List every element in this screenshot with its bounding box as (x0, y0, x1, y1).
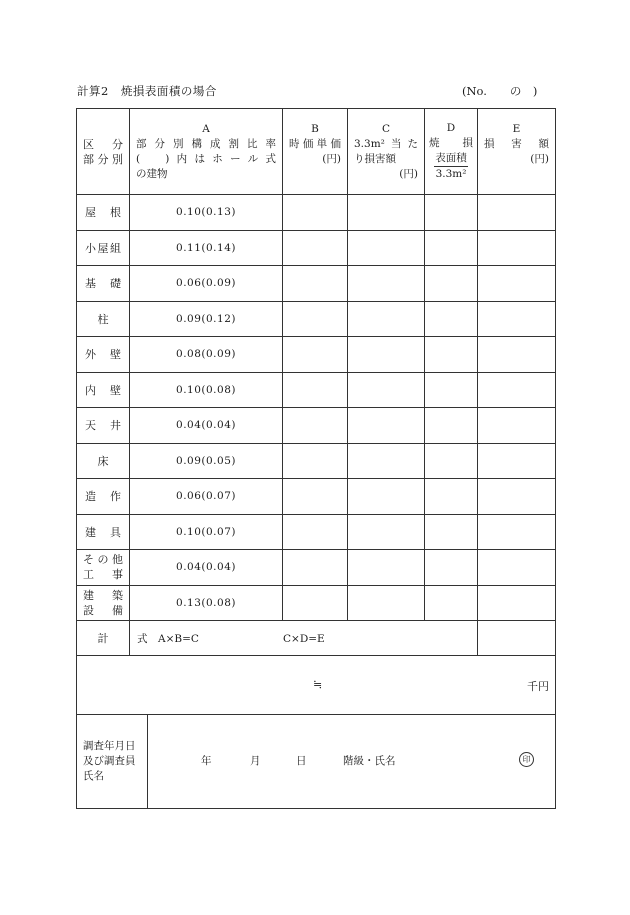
formula-ab: 式 A×B=C (137, 632, 199, 645)
survey-label (77, 715, 148, 809)
approx-unit: 千円 (527, 680, 549, 693)
row-category: 床 (77, 443, 130, 479)
header-c (348, 109, 425, 195)
row-ratio: 0.08(0.09) (130, 337, 283, 373)
cell-e[interactable] (478, 479, 556, 515)
row-ratio: 0.11(0.14) (130, 230, 283, 266)
row-category: 小屋組 (77, 230, 130, 266)
approx-row (77, 656, 556, 715)
cell-c[interactable] (348, 195, 425, 231)
header-e-line2: (円) (530, 152, 549, 165)
cell-b[interactable] (283, 479, 348, 515)
cell-b[interactable] (283, 408, 348, 444)
survey-year: 年 (201, 755, 212, 767)
cell-b[interactable] (283, 550, 348, 586)
header-d-line1: 焼 損 (429, 137, 473, 149)
row-category: 基礎 (77, 266, 130, 302)
total-formula (130, 621, 478, 656)
header-c-line1: 3.3m²当た (354, 137, 418, 150)
cell-e[interactable] (478, 266, 556, 302)
table-row (77, 585, 556, 621)
survey-rank-name: 階級・氏名 (343, 755, 396, 767)
cell-e[interactable] (478, 550, 556, 586)
cell-e[interactable] (478, 372, 556, 408)
header-c-line3: (円) (399, 167, 418, 180)
table-row (77, 408, 556, 444)
document-number: (No. の ) (462, 84, 538, 98)
cell-c[interactable] (348, 550, 425, 586)
cell-b[interactable] (283, 195, 348, 231)
header-e-letter: E (512, 122, 521, 135)
cell-e[interactable] (478, 443, 556, 479)
row-ratio: 0.04(0.04) (130, 408, 283, 444)
header-b-letter: B (311, 122, 319, 135)
cell-d[interactable] (425, 337, 478, 373)
row-category-line1: その他 (83, 553, 123, 567)
cell-e[interactable] (478, 230, 556, 266)
header-c-letter: C (381, 122, 391, 135)
cell-e[interactable] (478, 337, 556, 373)
table-row (77, 301, 556, 337)
header-a-line3: の建物 (136, 167, 168, 180)
row-category: 天井 (77, 408, 130, 444)
header-c-line2: り損害額 (354, 152, 396, 165)
cell-d[interactable] (425, 301, 478, 337)
header-row (77, 109, 556, 195)
cell-d[interactable] (425, 479, 478, 515)
header-e (478, 109, 556, 195)
survey-label-line3: 氏名 (83, 770, 104, 782)
cell-b[interactable] (283, 372, 348, 408)
row-category (77, 585, 130, 621)
cell-c[interactable] (348, 372, 425, 408)
cell-d[interactable] (425, 266, 478, 302)
approx-cell[interactable] (77, 656, 556, 715)
cell-d[interactable] (425, 372, 478, 408)
cell-e[interactable] (478, 585, 556, 621)
cell-c[interactable] (348, 408, 425, 444)
cell-c[interactable] (348, 443, 425, 479)
row-category: 屋根 (77, 195, 130, 231)
cell-b[interactable] (283, 230, 348, 266)
cell-b[interactable] (283, 266, 348, 302)
approx-symbol: ≒ (313, 678, 323, 691)
table-row (77, 266, 556, 302)
cell-c[interactable] (348, 266, 425, 302)
row-category: 柱 (77, 301, 130, 337)
cell-c[interactable] (348, 479, 425, 515)
header-a-letter: A (202, 122, 210, 135)
table-row (77, 230, 556, 266)
survey-row (77, 715, 556, 809)
cell-d[interactable] (425, 195, 478, 231)
cell-d[interactable] (425, 230, 478, 266)
row-category (77, 550, 130, 586)
header-b-line2: (円) (322, 152, 341, 165)
header-a-line2: ( )内はホール式 (136, 152, 276, 165)
survey-month: 月 (250, 755, 261, 767)
formula-cd: C×D=E (283, 632, 325, 645)
header-d-line2: 表面積 (434, 151, 468, 167)
row-ratio: 0.09(0.05) (130, 443, 283, 479)
cell-d[interactable] (425, 585, 478, 621)
total-label: 計 (77, 621, 130, 656)
row-ratio: 0.13(0.08) (130, 585, 283, 621)
cell-c[interactable] (348, 585, 425, 621)
header-category-line2: 部分別 (83, 152, 123, 166)
header-e-line1: 損 害 額 (484, 137, 549, 150)
header-a (130, 109, 283, 195)
table-row (77, 479, 556, 515)
cell-b[interactable] (283, 337, 348, 373)
table-row (77, 443, 556, 479)
damage-calc-table (76, 108, 556, 809)
cell-e[interactable] (478, 514, 556, 550)
survey-entry[interactable] (148, 715, 556, 809)
seal-icon: 印 (519, 752, 534, 767)
header-d-letter: D (446, 122, 456, 134)
table-row (77, 337, 556, 373)
row-category: 建具 (77, 514, 130, 550)
cell-b[interactable] (283, 585, 348, 621)
row-category: 内壁 (77, 372, 130, 408)
survey-label-line1: 調査年月日 (83, 740, 136, 752)
row-category: 外壁 (77, 337, 130, 373)
total-row (77, 621, 556, 656)
cell-d[interactable] (425, 514, 478, 550)
row-ratio: 0.09(0.12) (130, 301, 283, 337)
cell-b[interactable] (283, 301, 348, 337)
row-ratio: 0.04(0.04) (130, 550, 283, 586)
row-ratio: 0.10(0.07) (130, 514, 283, 550)
cell-c[interactable] (348, 301, 425, 337)
total-damage-cell[interactable] (478, 621, 556, 656)
survey-label-line2: 及び調査員 (83, 755, 136, 767)
header-d-line3: 3.3m² (435, 168, 467, 180)
cell-e[interactable] (478, 408, 556, 444)
cell-d[interactable] (425, 408, 478, 444)
row-ratio: 0.10(0.13) (130, 195, 283, 231)
cell-d[interactable] (425, 550, 478, 586)
header-d (425, 109, 478, 195)
header-a-line1: 部分別構成割比率 (136, 137, 276, 150)
cell-b[interactable] (283, 514, 348, 550)
page-title: 計算2 焼損表面積の場合 (77, 84, 217, 98)
row-ratio: 0.06(0.09) (130, 266, 283, 302)
table-row (77, 195, 556, 231)
cell-d[interactable] (425, 443, 478, 479)
cell-b[interactable] (283, 443, 348, 479)
cell-c[interactable] (348, 230, 425, 266)
table-row (77, 372, 556, 408)
row-category-line1: 建築 (83, 588, 123, 602)
row-category: 造作 (77, 479, 130, 515)
cell-e[interactable] (478, 301, 556, 337)
cell-c[interactable] (348, 337, 425, 373)
header-category-line1: 区 分 (83, 137, 123, 151)
cell-c[interactable] (348, 514, 425, 550)
row-category-line2: 工事 (83, 568, 123, 582)
survey-day: 日 (296, 755, 307, 767)
table-row (77, 514, 556, 550)
header-b (283, 109, 348, 195)
table-row (77, 550, 556, 586)
row-ratio: 0.10(0.08) (130, 372, 283, 408)
row-ratio: 0.06(0.07) (130, 479, 283, 515)
cell-e[interactable] (478, 195, 556, 231)
header-category (77, 109, 130, 195)
row-category-line2: 設備 (83, 603, 123, 617)
header-b-line1: 時価単価 (289, 137, 341, 150)
